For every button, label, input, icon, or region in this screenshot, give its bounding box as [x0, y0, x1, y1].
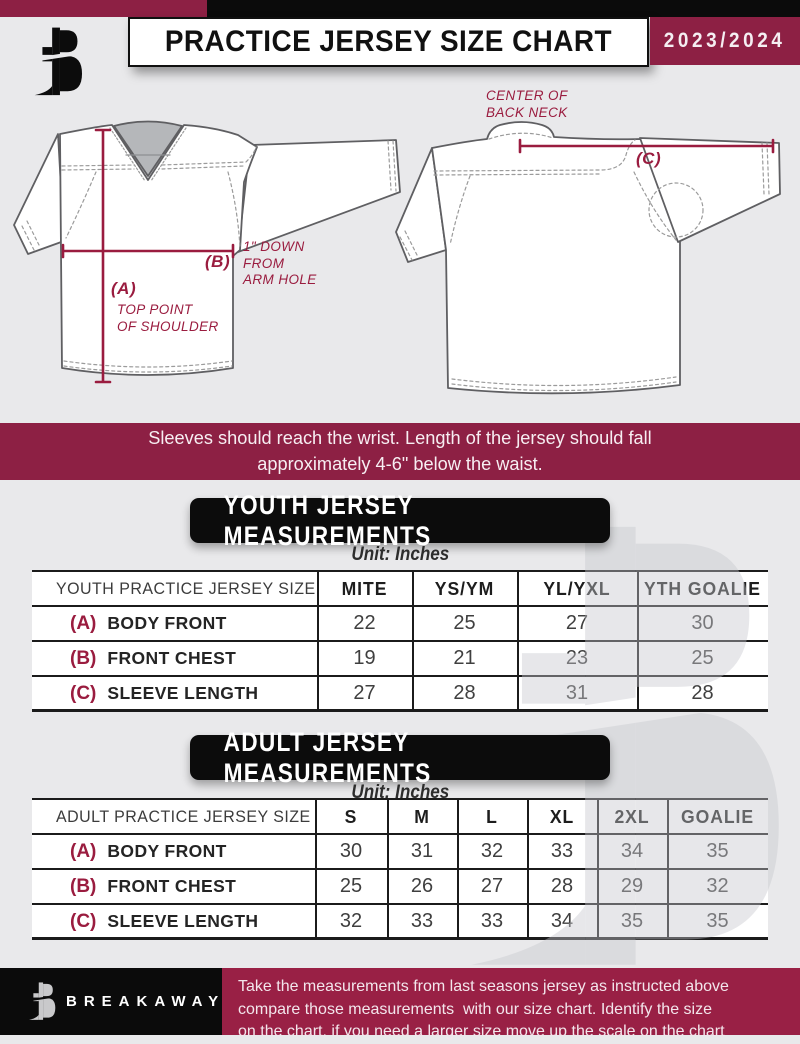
adult-unit-label: Unit: Inches: [351, 782, 449, 803]
table-divider: [315, 798, 317, 940]
table-value: 25: [691, 647, 714, 669]
column-header: XL: [549, 805, 575, 827]
row-label: BODY FRONT: [107, 613, 227, 633]
fit-note-line: Sleeves should reach the wrist. Length of the jersey should fall: [148, 428, 652, 448]
table-divider: [317, 570, 319, 712]
table-divider: [517, 570, 519, 712]
fit-note-line: approximately 4-6" below the waist.: [257, 453, 543, 474]
table-value: 35: [620, 909, 644, 932]
column-header: YL/YXL: [543, 577, 611, 599]
footer-brand-block: [0, 968, 226, 1035]
youth-unit-label: Unit: Inches: [351, 544, 449, 565]
row-label: FRONT CHEST: [107, 648, 237, 668]
table-row: [32, 642, 768, 677]
column-header: M: [414, 805, 430, 827]
table-value: 25: [339, 875, 363, 897]
row-label: BODY FRONT: [107, 841, 227, 861]
column-header: L: [486, 805, 498, 827]
arm-hole-note: 1" DOWN FROM ARM HOLE: [243, 239, 317, 287]
front-jersey-drawing: [14, 122, 400, 376]
table-value: 32: [706, 875, 729, 897]
table-row: [32, 835, 768, 870]
footer: [0, 968, 800, 1040]
table-divider: [637, 570, 639, 712]
row-key: (C): [70, 910, 97, 932]
footer-instructions: [222, 968, 800, 1040]
table-value: 27: [480, 875, 504, 897]
row-label: FRONT CHEST: [107, 876, 237, 896]
page-title-box: [128, 17, 649, 67]
table-value: 32: [339, 909, 363, 932]
column-header: MITE: [341, 577, 388, 599]
table-divider: [412, 570, 414, 712]
table-value: 32: [480, 840, 504, 862]
table-divider: [667, 798, 669, 940]
measure-a-key: (A): [111, 279, 137, 298]
table-value: 31: [410, 840, 434, 862]
column-header: GOALIE: [680, 805, 755, 827]
table-value: 22: [353, 612, 376, 634]
table-value: 28: [550, 875, 574, 897]
center-back-neck-note: CENTER OF BACK NECK: [486, 88, 568, 120]
row-key: (C): [70, 682, 97, 704]
table-value: 34: [620, 840, 644, 862]
table-value: 35: [706, 840, 729, 862]
row-label: SLEEVE LENGTH: [107, 910, 259, 931]
column-header: YS/YM: [434, 577, 495, 599]
top-strip-black: [207, 0, 800, 17]
adult-section-heading: ADULT JERSEY MEASUREMENTS: [190, 735, 610, 780]
column-header: S: [344, 805, 358, 827]
table-divider: [457, 798, 459, 940]
table-value: 19: [353, 647, 376, 669]
table-divider: [387, 798, 389, 940]
row-key: (A): [70, 613, 97, 634]
table-divider: [597, 798, 599, 940]
table-value: 34: [550, 909, 574, 932]
column-header: YTH GOALIE: [644, 577, 761, 599]
top-strip-maroon: [0, 0, 207, 17]
youth-section-heading: YOUTH JERSEY MEASUREMENTS: [190, 498, 610, 543]
table-row: [32, 870, 768, 905]
page-title: PRACTICE JERSEY SIZE CHART: [164, 25, 613, 58]
table-header-row: [32, 570, 768, 607]
back-jersey-drawing: [396, 122, 780, 393]
row-key: (B): [70, 648, 97, 669]
row-key: (A): [70, 841, 97, 862]
table-value: 27: [353, 681, 376, 704]
brand-name: BREAKAWAY: [66, 993, 226, 1010]
table-value: 25: [453, 612, 476, 634]
row-header: YOUTH PRACTICE JERSEY SIZE: [56, 578, 316, 598]
table-value: 26: [410, 875, 434, 897]
table-row: [32, 905, 768, 940]
row-key: (B): [70, 876, 97, 897]
table-value: 30: [691, 612, 714, 634]
table-value: 33: [550, 840, 574, 862]
row-label: SLEEVE LENGTH: [107, 682, 259, 703]
table-value: 30: [339, 840, 363, 862]
adult-size-table: [32, 798, 768, 940]
measure-b-key: (B): [205, 252, 231, 271]
table-value: 33: [410, 909, 434, 932]
season-badge: [650, 17, 800, 65]
table-value: 33: [480, 909, 504, 932]
top-point-shoulder-note: TOP POINT OF SHOULDER: [117, 302, 219, 334]
table-divider: [527, 798, 529, 940]
table-value: 31: [565, 681, 589, 704]
table-row: [32, 607, 768, 642]
footer-instruction-line: compare those measurements with our size chart. Identify the size: [238, 1000, 712, 1018]
table-row: [32, 677, 768, 712]
row-header: ADULT PRACTICE JERSEY SIZE: [56, 806, 311, 826]
column-header: 2XL: [614, 805, 650, 827]
footer-instruction-line: on the chart, if you need a larger size move up the scale on the chart: [238, 1023, 725, 1040]
table-value: 28: [453, 681, 476, 704]
season-label: 2023/2024: [664, 29, 786, 52]
table-value: 23: [565, 647, 589, 669]
table-value: 21: [453, 647, 476, 669]
table-value: 35: [706, 909, 729, 932]
table-value: 27: [565, 612, 589, 634]
measure-c-key: (C): [636, 149, 662, 168]
table-value: 28: [691, 681, 714, 704]
fit-note-banner: [0, 423, 800, 480]
youth-size-table: [32, 570, 768, 712]
table-value: 29: [620, 875, 644, 897]
breakaway-logo-icon: [24, 981, 60, 1022]
breakaway-logo-icon: [22, 25, 94, 99]
footer-instruction-line: Take the measurements from last seasons jersey as instructed above: [238, 978, 729, 995]
